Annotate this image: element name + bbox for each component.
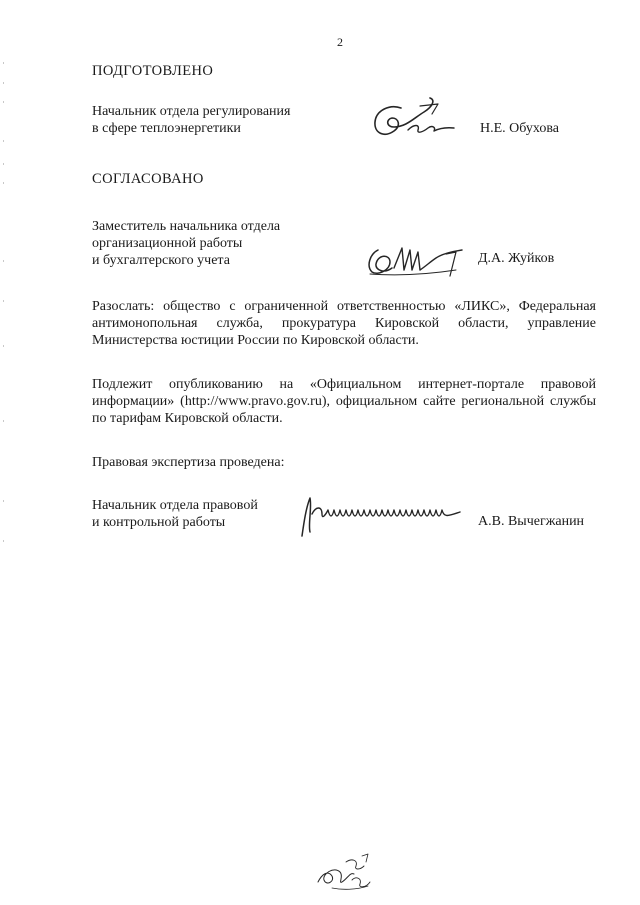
agreed-position-line: организационной работы [92, 236, 243, 251]
prepared-name: Н.Е. Обухова [480, 121, 559, 136]
agreed-heading: СОГЛАСОВАНО [92, 171, 204, 187]
legal-review-heading: Правовая экспертиза проведена: [92, 455, 285, 470]
signature-vychegzhanin [292, 492, 467, 540]
signature-obukhova [368, 94, 463, 144]
page-number: 2 [337, 35, 343, 49]
agreed-position-line: и бухгалтерского учета [92, 253, 230, 268]
distribution-paragraph: Разослать: общество с ограниченной ответственностью «ЛИКС», Федеральная антимонопольная служба, прокуратура Кировской области, управление Министерства юстиции России по Кировской области. [92, 299, 596, 348]
prepared-position-line: Начальник отдела регулирования [92, 104, 291, 119]
legal-review-name: А.В. Вычегжанин [478, 514, 585, 529]
scan-margin-marks [0, 0, 20, 905]
initials-mark [312, 852, 382, 894]
publication-paragraph: Подлежит опубликованию на «Официальном интернет-портале правовой информации» (http://www.pravo.gov.ru), официальном сайте региональной службы по тарифам Кировской области. [92, 377, 596, 426]
prepared-position-line: в сфере теплоэнергетики [92, 121, 241, 136]
agreed-name: Д.А. Жуйков [478, 251, 555, 266]
legal-review-position-line: Начальник отдела правовой [92, 498, 258, 513]
agreed-position [92, 218, 332, 269]
prepared-position [92, 103, 332, 137]
legal-review-position-line: и контрольной работы [92, 515, 226, 530]
signature-zhuikov [360, 240, 470, 280]
prepared-heading: ПОДГОТОВЛЕНО [92, 63, 214, 79]
agreed-position-line: Заместитель начальника отдела [92, 219, 281, 234]
